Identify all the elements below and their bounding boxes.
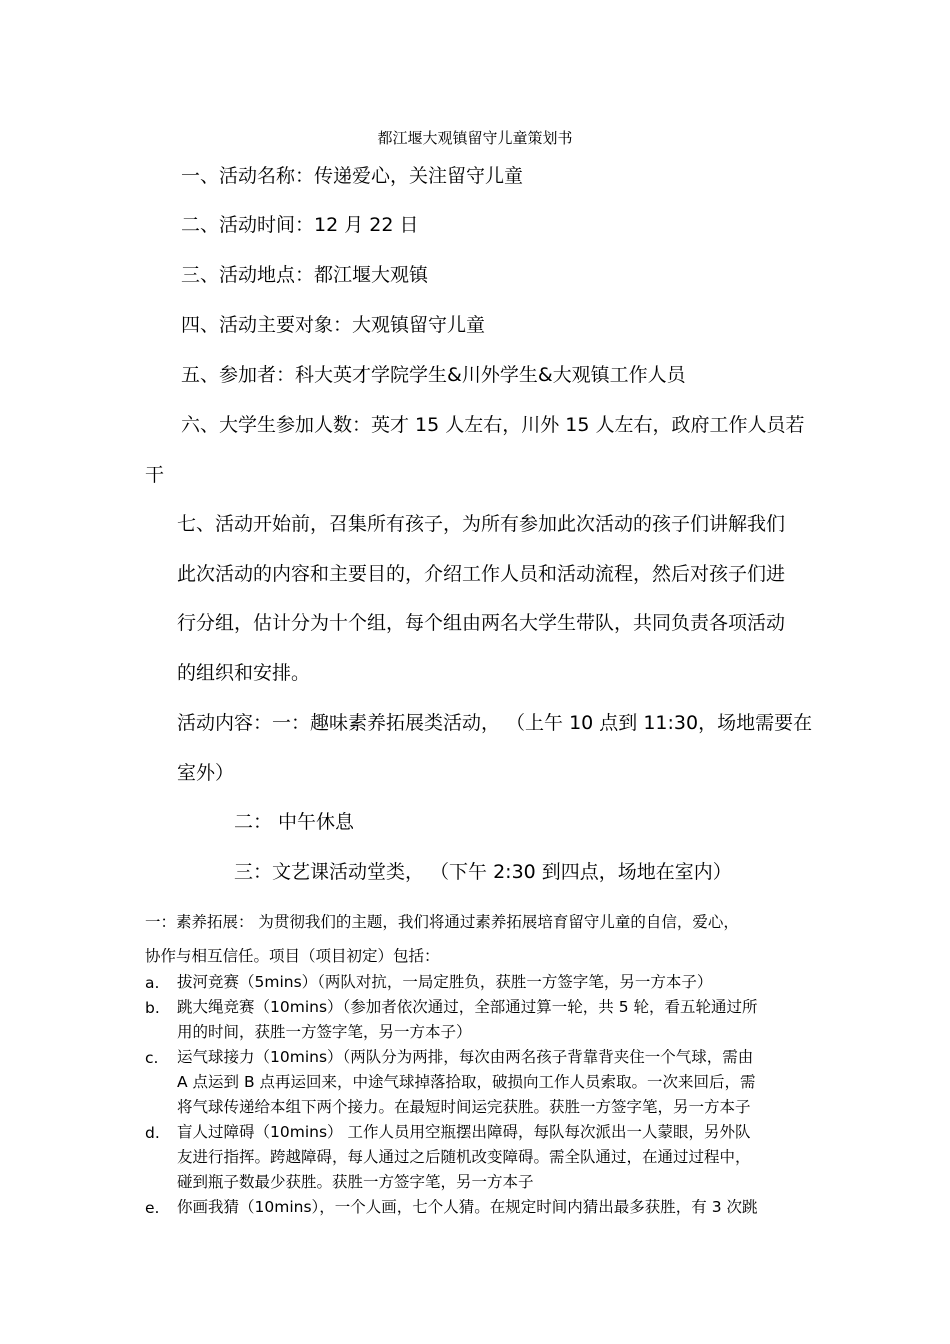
participant-count: 六、大学生参加人数：英才 15 人左右，川外 15 人左右，政府工作人员若 xyxy=(181,414,805,436)
activity-content-noon: 二： 中午休息 xyxy=(234,811,355,833)
document-title: 都江堰大观镇留守儿童策划书 xyxy=(377,129,573,147)
before-activity-3: 行分组，估计分为十个组，每个组由两名大学生带队，共同负责各项活动 xyxy=(177,612,786,634)
list-marker: c. xyxy=(145,1049,159,1067)
list-item-text: 用的时间，获胜一方签字笔，另一方本子） xyxy=(177,1023,472,1041)
list-marker: a. xyxy=(145,974,160,992)
list-marker: e. xyxy=(145,1199,160,1217)
list-item xyxy=(177,1195,809,1220)
activity-target: 四、活动主要对象：大观镇留守儿童 xyxy=(181,314,486,336)
before-activity-4: 的组织和安排。 xyxy=(177,662,311,684)
activity-name: 一、活动名称：传递爱心，关注留守儿童 xyxy=(181,165,524,187)
list-item-text: 友进行指挥。跨越障碍，每人通过之后随机改变障碍。需全队通过，在通过过程中， xyxy=(177,1148,751,1166)
list-item xyxy=(177,995,809,1045)
list-item xyxy=(177,970,809,995)
list-item-text: 碰到瓶子数最少获胜。获胜一方签字笔，另一方本子 xyxy=(177,1173,534,1191)
list-item-text: 运气球接力（10mins）（两队分为两排，每次由两名孩子背靠背夹住一个气球，需由 xyxy=(177,1048,754,1066)
participant-count-cont: 干 xyxy=(145,464,165,486)
activity-content-1: 活动内容：一：趣味素养拓展类活动， （上午 10 点到 11:30，场地需要在 xyxy=(177,712,813,734)
list-item-text: 你画我猜（10mins），一个人画，七个人猜。在规定时间内猜出最多获胜，有 3 次跳 xyxy=(177,1198,758,1216)
list-item-text: A 点运到 B 点再运回来，中途气球掉落拾取，破损向工作人员索取。一次来回后，需 xyxy=(177,1073,756,1091)
list-marker: d. xyxy=(145,1124,160,1142)
activity-content-2: 室外） xyxy=(177,762,235,784)
list-item-text: 拔河竞赛（5mins）（两队对抗，一局定胜负，获胜一方签字笔，另一方本子） xyxy=(177,973,713,991)
activity-participants: 五、参加者：科大英才学院学生&川外学生&大观镇工作人员 xyxy=(181,364,686,386)
intro-line-2: 协作与相互信任。项目（项目初定）包括： xyxy=(145,947,440,965)
intro-line-1: 一：素养拓展： 为贯彻我们的主题，我们将通过素养拓展培育留守儿童的自信，爱心， xyxy=(145,913,739,931)
before-activity-1: 七、活动开始前，召集所有孩子，为所有参加此次活动的孩子们讲解我们 xyxy=(177,513,786,535)
list-item-text: 将气球传递给本组下两个接力。在最短时间运完获胜。获胜一方签字笔，另一方本子 xyxy=(177,1098,751,1116)
list-item xyxy=(177,1045,809,1120)
list-item-text: 跳大绳竞赛（10mins）（参加者依次通过，全部通过算一轮，共 5 轮，看五轮通过所 xyxy=(177,998,758,1016)
activity-location: 三、活动地点：都江堰大观镇 xyxy=(181,264,429,286)
before-activity-2: 此次活动的内容和主要目的，介绍工作人员和活动流程，然后对孩子们进 xyxy=(177,563,786,585)
activity-content-afternoon: 三：文艺课活动堂类， （下午 2:30 到四点，场地在室内） xyxy=(234,861,732,883)
list-marker: b. xyxy=(145,999,160,1017)
activity-time: 二、活动时间：12 月 22 日 xyxy=(181,214,419,236)
list-item-text: 盲人过障碍（10mins） 工作人员用空瓶摆出障碍，每队每次派出一人蒙眼，另外队 xyxy=(177,1123,751,1141)
list-item xyxy=(177,1120,809,1195)
